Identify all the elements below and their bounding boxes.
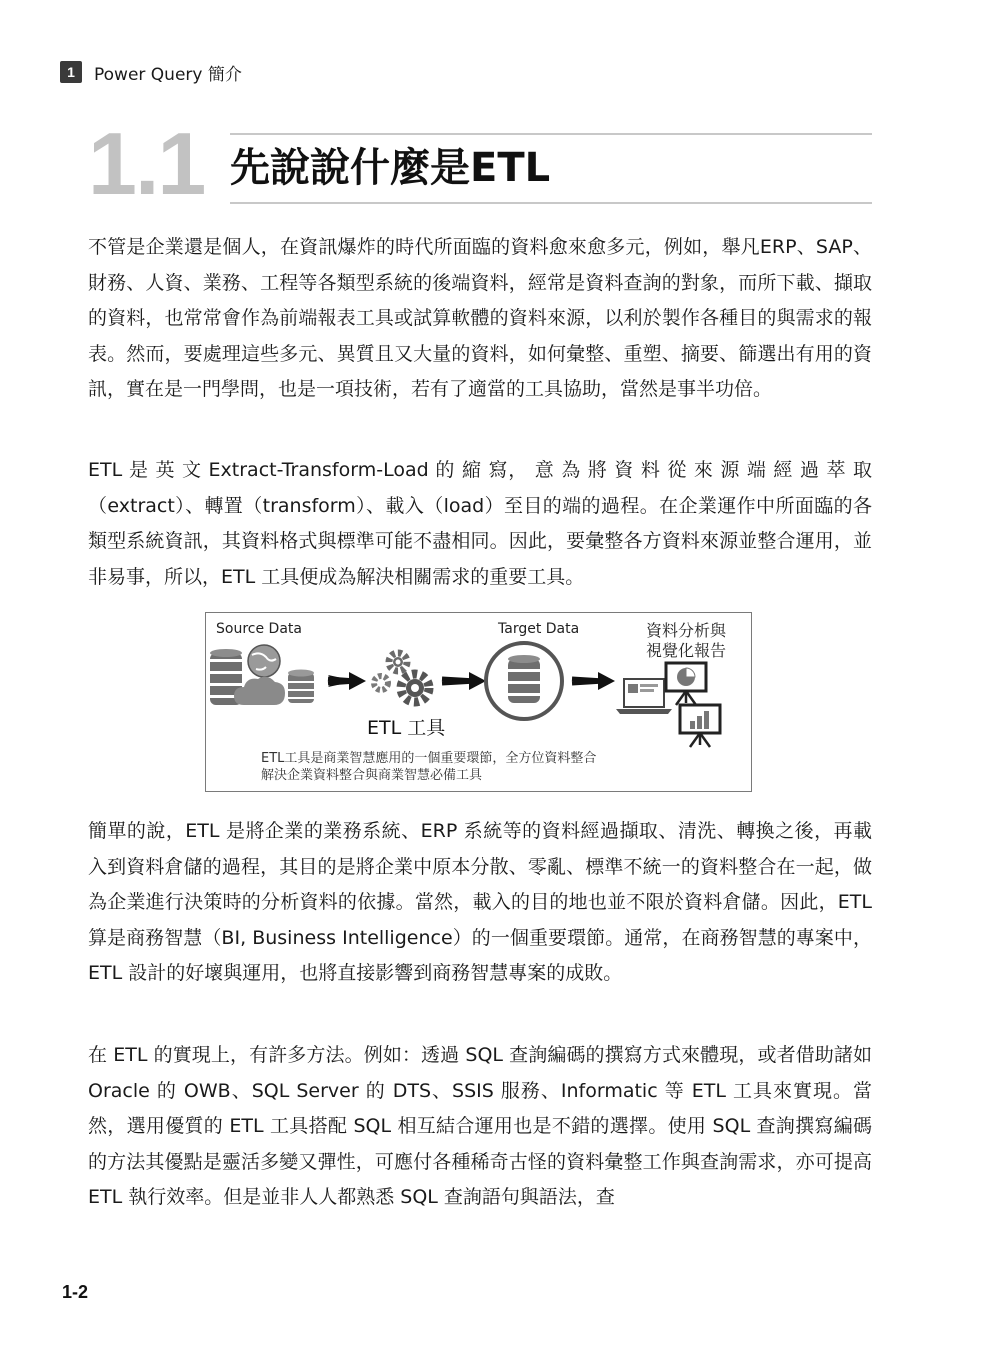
globe-icon	[248, 645, 280, 677]
etl-tool-label: ETL 工具	[367, 717, 446, 739]
paragraph-3: 簡單的說，ETL 是將企業的業務系統、ERP 系統等的資料經過擷取、清洗、轉換之後，再載入到資料倉儲的過程，其目的是將企業中原本分散、零亂、標準不統一的資料整合在一起，做為企業進行決策時的分析資料的依據。當然，載入的目的地也並不限於資料倉儲。因此，ETL 算是商務智慧（BI, Business Intelligence）的一個重要環節。通常，在商務智慧的專案中，ETL 設計的好壞與運用，也將直接影響到商務智慧專案的成敗。	[88, 820, 872, 984]
chapter-number-badge: 1	[60, 61, 82, 83]
presentation-pie-chart-icon	[666, 663, 706, 705]
small-database-icon	[288, 670, 314, 704]
section-rule-top	[230, 133, 872, 135]
page-number: 1-2	[62, 1282, 89, 1302]
arrow-right-icon	[328, 672, 366, 690]
paragraph-1: 不管是企業還是個人，在資訊爆炸的時代所面臨的資料愈來愈多元，例如，舉凡ERP、SAP、財務、人資、業務、工程等各類型系統的後端資料，經常是資料查詢的對象，而所下載、擷取的資料，也常常會作為前端報表工具或試算軟體的資料來源，以利於製作各種目的與需求的報表。然而，要處理這些多元、異質且又大量的資料，如何彙整、重塑、摘要、篩選出有用的資訊，實在是一門學問，也是一項技術，若有了適當的工具協助，當然是事半功倍。	[88, 236, 872, 400]
target-database-icon	[486, 643, 562, 719]
gears-icon	[374, 653, 429, 702]
presentation-bar-chart-icon	[680, 705, 720, 747]
arrow-right-icon	[572, 672, 615, 690]
section-title: 先說說什麼是ETL	[230, 145, 551, 191]
caption-line-2: 解決企業資料整合與商業智慧必備工具	[261, 768, 483, 783]
analysis-label-line2: 視覺化報告	[646, 641, 727, 660]
caption-line-1: ETL工具是商業智慧應用的一個重要環節，全方位資料整合	[261, 751, 597, 766]
analysis-label-line1: 資料分析與	[646, 621, 727, 640]
section-number: 1.1	[88, 114, 205, 213]
arrow-right-icon	[442, 672, 486, 690]
figure-caption	[261, 750, 681, 784]
target-data-label: Target Data	[498, 621, 580, 637]
etl-diagram	[205, 612, 752, 792]
paragraph-2: ETL 是 英 文 Extract-Transform-Load 的 縮 寫， 意 為 將 資 料 從 來 源 端 經 過 萃 取（extract）、轉置（transform）、載入（load）至目的端的過程。在企業運作中所面臨的各類型系統資訊，其資料格式與標準可能不盡相同。因此，要彙整各方資料來源並整合運用，並非易事，所以，ETL 工具便成為解決相關需求的重要工具。	[88, 459, 872, 588]
running-header	[60, 60, 242, 84]
source-data-label: Source Data	[216, 621, 302, 637]
section-rule-bottom	[230, 202, 872, 204]
chapter-title: Power Query 簡介	[94, 64, 242, 85]
laptop-icon	[616, 679, 672, 714]
paragraph-4: 在 ETL 的實現上，有許多方法。例如：透過 SQL 查詢編碼的撰寫方式來體現，或者借助諸如 Oracle 的 OWB、SQL Server 的 DTS、SSIS 服務、Informatic 等 ETL 工具來實現。當然，選用優質的 ETL 工具搭配 SQL 相互結合運用也是不錯的選擇。使用 SQL 查詢撰寫編碼的方法其優點是靈活多變又彈性，可應付各種稀奇古怪的資料彙整工作與查詢需求，亦可提高 ETL 執行效率。但是並非人人都熟悉 SQL 查詢語句與語法，查	[88, 1044, 872, 1208]
